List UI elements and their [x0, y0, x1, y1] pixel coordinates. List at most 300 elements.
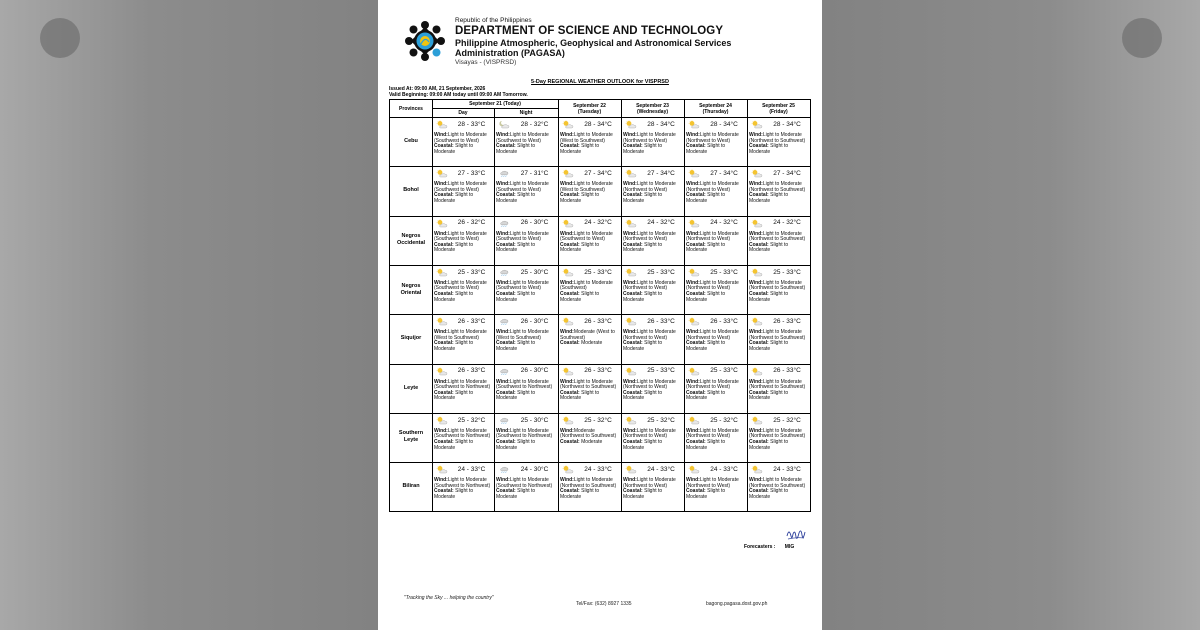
department-title: DEPARTMENT OF SCIENCE AND TECHNOLOGY [455, 25, 724, 37]
partly-cloudy-icon [751, 465, 764, 474]
forecast-cell [494, 265, 558, 314]
temperature-range: 25 - 30°C [520, 268, 549, 276]
coastal-label: Coastal: [749, 192, 769, 199]
wind-value: Light to Moderate (Northwest to West) [686, 132, 739, 144]
partly-cloudy-icon [562, 268, 575, 277]
partly-cloudy-icon [751, 169, 764, 178]
coastal-value: Slight to Moderate [560, 389, 600, 402]
coastal-label: Coastal: [560, 488, 580, 495]
coastal-value: Slight to Moderate [434, 488, 474, 500]
forecast-cell [621, 166, 684, 215]
forecast-cell [621, 413, 684, 462]
wind-label: Wind: [686, 329, 700, 336]
wind-label: Wind: [496, 132, 510, 138]
partly-cloudy-icon [688, 219, 701, 228]
forecast-cell [621, 314, 684, 363]
backdrop-left [0, 0, 378, 630]
forecast-cell [558, 314, 621, 363]
coastal-label: Coastal: [749, 291, 769, 298]
wind-value: Light to Moderate (Southwest) [560, 279, 613, 292]
wind-label: Wind: [623, 181, 637, 188]
coastal-value: Slight to Moderate [686, 488, 726, 500]
coastal-value: Slight to Moderate [686, 241, 726, 254]
temperature-range: 24 - 32°C [584, 219, 612, 227]
temperature-range: 28 - 34°C [647, 120, 675, 128]
coastal-label: Coastal: [434, 143, 454, 150]
forecast-cell [558, 413, 621, 462]
temperature-range: 25 - 33°C [647, 268, 675, 276]
rain-cloud-icon [498, 465, 511, 474]
temperature-range: 27 - 34°C [773, 170, 801, 177]
forecast-cell [432, 314, 494, 363]
forecast-cell [494, 413, 558, 462]
temperature-range: 25 - 33°C [773, 268, 801, 276]
rain-cloud-icon [498, 367, 511, 376]
wind-label: Wind: [686, 427, 700, 434]
table-row-divider [390, 364, 810, 365]
coastal-label: Coastal: [434, 389, 454, 396]
wind-value: Light to Moderate (West to Southwest) [560, 181, 613, 193]
coastal-value: Slight to Moderate [560, 192, 600, 205]
wind-value: Light to Moderate (Southwest to West) [434, 132, 487, 144]
forecast-cell [747, 166, 810, 215]
forecast-cell [684, 166, 747, 215]
ghost-logo [1122, 18, 1162, 58]
partly-cloudy-icon [688, 317, 701, 326]
wind-value: Light to Moderate (Southwest to West) [560, 230, 613, 243]
forecast-cell [621, 265, 684, 314]
forecast-cell [432, 216, 494, 265]
coastal-value: Slight to Moderate [749, 438, 789, 451]
temperature-range: 26 - 33°C [457, 367, 486, 375]
wind-value: Moderate (Northwest to Southwest) [560, 427, 617, 440]
day-header: Day [458, 109, 468, 116]
coastal-value: Slight to Moderate [623, 389, 663, 402]
province-name: Biliran [402, 483, 420, 490]
rain-cloud-icon [498, 416, 511, 425]
table-row-divider [390, 413, 810, 414]
coastal-label: Coastal: [434, 438, 454, 445]
table-row-divider [390, 314, 810, 315]
temperature-range: 24 - 33°C [773, 465, 801, 473]
coastal-label: Coastal: [749, 143, 769, 150]
wind-label: Wind: [749, 132, 763, 138]
forecast-cell [494, 166, 558, 215]
partly-cloudy-icon [751, 416, 764, 425]
temperature-range: 25 - 33°C [710, 268, 738, 276]
province-name: Cebu [404, 138, 418, 145]
temperature-range: 26 - 33°C [584, 317, 612, 325]
temperature-range: 24 - 33°C [710, 465, 738, 473]
wind-label: Wind: [560, 477, 574, 484]
partly-cloudy-icon [751, 268, 764, 277]
coastal-label: Coastal: [749, 340, 769, 347]
wind-value: Moderate (West to Southwest) [560, 329, 615, 341]
wind-label: Wind: [623, 132, 637, 138]
partly-cloudy-icon [688, 268, 701, 277]
document-page [378, 0, 822, 630]
wind-value: Light to Moderate (Southwest to Northwest) [496, 477, 553, 489]
partly-cloudy-icon [436, 367, 449, 376]
partly-cloudy-icon [562, 416, 575, 425]
coastal-label: Coastal: [686, 241, 706, 248]
rain-cloud-icon [498, 268, 511, 277]
coastal-value: Slight to Moderate [434, 192, 474, 205]
partly-cloudy-icon [562, 465, 575, 474]
forecast-cell [621, 462, 684, 511]
forecast-cell [684, 364, 747, 413]
partly-cloudy-icon [688, 465, 701, 474]
temperature-range: 26 - 32°C [457, 219, 486, 227]
coastal-value: Slight to Moderate [686, 143, 726, 155]
coastal-value: Slight to Moderate [623, 488, 663, 500]
temperature-range: 25 - 30°C [520, 416, 549, 424]
wind-value: Light to Moderate (Northwest to West) [623, 427, 676, 440]
wind-value: Light to Moderate (Northwest to Southwest) [749, 427, 806, 440]
coastal-value: Moderate [579, 438, 603, 445]
wind-label: Wind: [496, 378, 510, 385]
partly-cloudy-icon [751, 367, 764, 376]
wind-value: Light to Moderate (Southwest to West) [496, 279, 549, 292]
wind-label: Wind: [434, 132, 448, 138]
wind-label: Wind: [496, 279, 510, 286]
wind-label: Wind: [496, 329, 510, 336]
forecast-cell [684, 265, 747, 314]
coastal-label: Coastal: [496, 488, 516, 495]
wind-label: Wind: [749, 427, 763, 434]
temperature-range: 26 - 30°C [520, 367, 549, 375]
wind-value: Light to Moderate (Southwest to Northwest) [434, 427, 491, 440]
table-row-divider [390, 462, 810, 463]
temperature-range: 25 - 32°C [457, 416, 486, 424]
wind-value: Light to Moderate (Southwest to West) [496, 230, 549, 243]
partly-cloudy-icon [625, 268, 638, 277]
forecast-cell [747, 462, 810, 511]
coastal-label: Coastal: [623, 340, 643, 347]
forecast-cell [494, 462, 558, 511]
wind-value: Light to Moderate (Southwest to Northwest) [496, 427, 553, 440]
temperature-range: 25 - 32°C [710, 416, 738, 424]
partly-cloudy-icon [688, 120, 701, 129]
day-header-sep24: September 24 (Thursday) [699, 102, 732, 115]
coastal-label: Coastal: [623, 192, 643, 199]
coastal-value: Slight to Moderate [560, 143, 600, 155]
temperature-range: 24 - 32°C [710, 219, 738, 227]
forecast-cell [432, 166, 494, 215]
partly-cloudy-icon [751, 317, 764, 326]
coastal-value: Slight to Moderate [496, 389, 536, 402]
coastal-label: Coastal: [560, 143, 580, 150]
wind-label: Wind: [496, 230, 510, 237]
wind-label: Wind: [560, 181, 574, 188]
coastal-value: Slight to Moderate [560, 241, 600, 254]
wind-label: Wind: [496, 427, 510, 434]
coastal-value: Slight to Moderate [560, 488, 600, 500]
wind-value: Light to Moderate (Northwest to West) [623, 132, 676, 144]
forecast-cell [747, 314, 810, 363]
coastal-label: Coastal: [434, 241, 454, 248]
partly-cloudy-icon [562, 317, 575, 326]
partly-cloudy-icon [436, 268, 449, 277]
partly-cloudy-icon [625, 465, 638, 474]
footer-telfax: Tel/Fax: (632) 8927 1335 [576, 601, 632, 607]
coastal-label: Coastal: [686, 192, 706, 199]
wind-label: Wind: [560, 230, 574, 237]
coastal-value: Slight to Moderate [623, 340, 663, 352]
coastal-label: Coastal: [686, 488, 706, 495]
forecast-cell [432, 413, 494, 462]
partly-cloudy-icon [688, 416, 701, 425]
province-name: Negros Oriental [400, 282, 422, 296]
wind-label: Wind: [434, 477, 448, 484]
agency-name-line2: Administration (PAGASA) [455, 48, 565, 58]
coastal-label: Coastal: [623, 291, 643, 298]
temperature-range: 26 - 33°C [647, 317, 675, 325]
wind-value: Light to Moderate (Northwest to West) [623, 279, 676, 292]
partly-cloudy-icon [625, 317, 638, 326]
day-header-sep22: September 22 (Tuesday) [573, 102, 606, 115]
coastal-value: Slight to Moderate [496, 192, 536, 205]
coastal-label: Coastal: [623, 389, 643, 396]
partly-cloudy-icon [625, 120, 638, 129]
coastal-label: Coastal: [686, 438, 706, 445]
table-row-divider [390, 166, 810, 167]
issued-at: Issued At: 09:00 AM, 21 September, 2026 [389, 86, 486, 92]
province-name: Bohol [403, 187, 419, 194]
partly-cloudy-icon [625, 367, 638, 376]
valid-period: Valid Beginning: 09:00 AM today until 09:00 AM Tomorrow. [389, 92, 528, 98]
forecast-cell [747, 265, 810, 314]
coastal-value: Slight to Moderate [623, 241, 663, 254]
wind-label: Wind: [560, 329, 574, 336]
forecasters-line [744, 544, 794, 550]
forecast-cell [621, 216, 684, 265]
forecast-cell [494, 216, 558, 265]
wind-value: Light to Moderate (West to Southwest) [496, 329, 549, 341]
temperature-range: 24 - 32°C [773, 219, 801, 227]
temperature-range: 25 - 33°C [710, 367, 738, 375]
coastal-label: Coastal: [560, 389, 580, 396]
province-name: Leyte [403, 384, 419, 391]
province-name: Siquijor [400, 335, 422, 342]
coastal-label: Coastal: [749, 488, 769, 495]
coastal-label: Coastal: [496, 438, 516, 445]
coastal-value: Slight to Moderate [434, 438, 474, 451]
coastal-value: Slight to Moderate [496, 438, 536, 451]
wind-value: Light to Moderate (Southwest to West) [434, 279, 487, 292]
forecast-cell [432, 265, 494, 314]
forecast-cell [747, 117, 810, 166]
temperature-range: 24 - 30°C [520, 465, 549, 473]
coastal-label: Coastal: [434, 340, 454, 347]
footer-tagline: "Tracking the Sky ... helping the country" [404, 595, 494, 601]
wind-label: Wind: [560, 132, 574, 138]
temperature-range: 28 - 34°C [584, 120, 612, 128]
temperature-range: 25 - 33°C [457, 268, 486, 276]
coastal-label: Coastal: [560, 438, 580, 445]
temperature-range: 25 - 32°C [584, 416, 612, 424]
coastal-value: Slight to Moderate [496, 241, 536, 254]
rain-cloud-icon [498, 219, 511, 228]
forecaster-signature-icon [785, 526, 807, 544]
partly-cloudy-icon [562, 219, 575, 228]
wind-value: Light to Moderate (Northwest to Southwest) [749, 132, 806, 144]
temperature-range: 25 - 33°C [584, 268, 612, 276]
coastal-label: Coastal: [623, 241, 643, 248]
wind-label: Wind: [434, 378, 448, 385]
wind-label: Wind: [434, 279, 448, 286]
rain-cloud-icon [498, 169, 511, 178]
temperature-range: 27 - 33°C [457, 170, 486, 177]
coastal-label: Coastal: [749, 438, 769, 445]
coastal-label: Coastal: [686, 143, 706, 150]
forecast-cell [558, 462, 621, 511]
outlook-title: 5-Day REGIONAL WEATHER OUTLOOK for VISPRSD [531, 79, 669, 85]
wind-value: Light to Moderate (Northwest to West) [623, 230, 676, 243]
forecast-cell [432, 117, 494, 166]
wind-value: Light to Moderate (Northwest to Southwest) [749, 329, 806, 341]
coastal-value: Slight to Moderate [686, 389, 726, 402]
partly-cloudy-icon [625, 416, 638, 425]
wind-label: Wind: [434, 230, 448, 237]
wind-value: Light to Moderate (Southwest to Northwest) [434, 477, 491, 489]
wind-value: Light to Moderate (Northwest to Southwest) [749, 230, 806, 243]
forecast-cell [747, 413, 810, 462]
wind-value: Light to Moderate (Southwest to West) [496, 132, 549, 144]
partly-cloudy-icon [625, 219, 638, 228]
division-text: Visayas - (VISPRSD) [455, 59, 517, 66]
table-column-divider [432, 100, 433, 511]
republic-text: Republic of the Philippines [455, 17, 532, 24]
wind-value: Light to Moderate (Northwest to Southwest) [749, 477, 806, 489]
pagasa-logo-icon [404, 20, 446, 62]
coastal-label: Coastal: [560, 241, 580, 248]
coastal-value: Slight to Moderate [496, 488, 536, 500]
forecast-cell [558, 166, 621, 215]
wind-value: Light to Moderate (Southwest to West) [434, 181, 487, 193]
coastal-value: Slight to Moderate [749, 389, 789, 402]
province-name: Negros Occidental [396, 233, 426, 247]
issue-info [389, 86, 528, 98]
wind-value: Light to Moderate (Northwest to West) [686, 329, 739, 341]
forecast-cell [494, 117, 558, 166]
coastal-label: Coastal: [496, 192, 516, 199]
temperature-range: 25 - 33°C [647, 367, 675, 375]
coastal-value: Slight to Moderate [496, 340, 536, 352]
wind-label: Wind: [560, 378, 574, 385]
coastal-value: Slight to Moderate [434, 340, 474, 352]
agency-name-line1: Philippine Atmospheric, Geophysical and Astronomical Services [455, 38, 732, 48]
wind-label: Wind: [623, 230, 637, 237]
partly-cloudy-icon [751, 120, 764, 129]
temperature-range: 28 - 34°C [773, 120, 801, 128]
wind-label: Wind: [686, 378, 700, 385]
partly-cloudy-icon [436, 317, 449, 326]
temperature-range: 27 - 34°C [647, 170, 675, 177]
wind-label: Wind: [686, 230, 700, 237]
temperature-range: 26 - 33°C [710, 317, 738, 325]
day-header-sep25: September 25 (Friday) [762, 102, 795, 115]
temperature-range: 26 - 33°C [773, 367, 801, 375]
forecast-cell [747, 216, 810, 265]
coastal-label: Coastal: [496, 389, 516, 396]
coastal-value: Slight to Moderate [686, 340, 726, 352]
temperature-range: 24 - 32°C [647, 219, 675, 227]
forecast-cell [558, 364, 621, 413]
coastal-value: Slight to Moderate [623, 192, 663, 205]
rain-cloud-icon [498, 317, 511, 326]
wind-value: Light to Moderate (Northwest to West) [686, 230, 739, 243]
wind-value: Light to Moderate (Northwest to Southwest) [560, 477, 617, 489]
coastal-label: Coastal: [560, 291, 580, 298]
coastal-value: Slight to Moderate [434, 143, 474, 155]
wind-label: Wind: [686, 132, 700, 138]
coastal-label: Coastal: [686, 291, 706, 298]
partly-cloudy-icon [436, 416, 449, 425]
forecast-cell [558, 265, 621, 314]
coastal-label: Coastal: [434, 291, 454, 298]
wind-value: Light to Moderate (Northwest to West) [686, 477, 739, 489]
coastal-value: Slight to Moderate [623, 438, 663, 451]
coastal-value: Slight to Moderate [623, 291, 663, 303]
forecast-cell [684, 216, 747, 265]
temperature-range: 28 - 34°C [710, 120, 738, 128]
partly-cloudy-icon [562, 120, 575, 129]
coastal-label: Coastal: [623, 438, 643, 445]
temperature-range: 27 - 34°C [710, 170, 738, 177]
partly-cloudy-icon [688, 169, 701, 178]
coastal-value: Slight to Moderate [434, 241, 474, 254]
table-column-divider [684, 100, 685, 511]
backdrop-right [822, 0, 1200, 630]
temperature-range: 28 - 32°C [520, 120, 549, 128]
wind-label: Wind: [686, 181, 700, 188]
wind-label: Wind: [434, 427, 448, 434]
coastal-label: Coastal: [560, 192, 580, 199]
coastal-label: Coastal: [434, 192, 454, 199]
coastal-value: Slight to Moderate [496, 291, 536, 303]
coastal-label: Coastal: [686, 340, 706, 347]
table-row-divider [390, 216, 810, 217]
temperature-range: 27 - 34°C [584, 170, 612, 177]
wind-label: Wind: [749, 279, 763, 286]
coastal-label: Coastal: [623, 143, 643, 150]
forecast-cell [684, 314, 747, 363]
temperature-range: 24 - 33°C [457, 465, 486, 473]
wind-value: Light to Moderate (Southwest to West) [496, 181, 549, 193]
forecast-cell [432, 462, 494, 511]
coastal-value: Slight to Moderate [434, 291, 474, 303]
coastal-value: Slight to Moderate [686, 291, 726, 303]
forecast-cell [621, 117, 684, 166]
night-header: Night [519, 109, 533, 116]
coastal-value: Slight to Moderate [749, 488, 789, 500]
coastal-label: Coastal: [496, 143, 516, 150]
temperature-range: 25 - 32°C [773, 416, 801, 424]
footer-url: bagong.pagasa.dost.gov.ph [706, 601, 768, 607]
temperature-range: 26 - 33°C [457, 317, 486, 325]
wind-label: Wind: [560, 427, 574, 434]
table-column-divider [558, 100, 559, 511]
coastal-label: Coastal: [496, 340, 516, 347]
coastal-value: Slight to Moderate [749, 143, 789, 155]
partly-cloudy-icon [688, 367, 701, 376]
wind-value: Light to Moderate (Northwest to Southwest) [560, 378, 617, 391]
wind-label: Wind: [749, 329, 763, 336]
ghost-logo [40, 18, 80, 58]
wind-value: Light to Moderate (Northwest to West) [686, 279, 739, 292]
partly-cloudy-icon [436, 219, 449, 228]
